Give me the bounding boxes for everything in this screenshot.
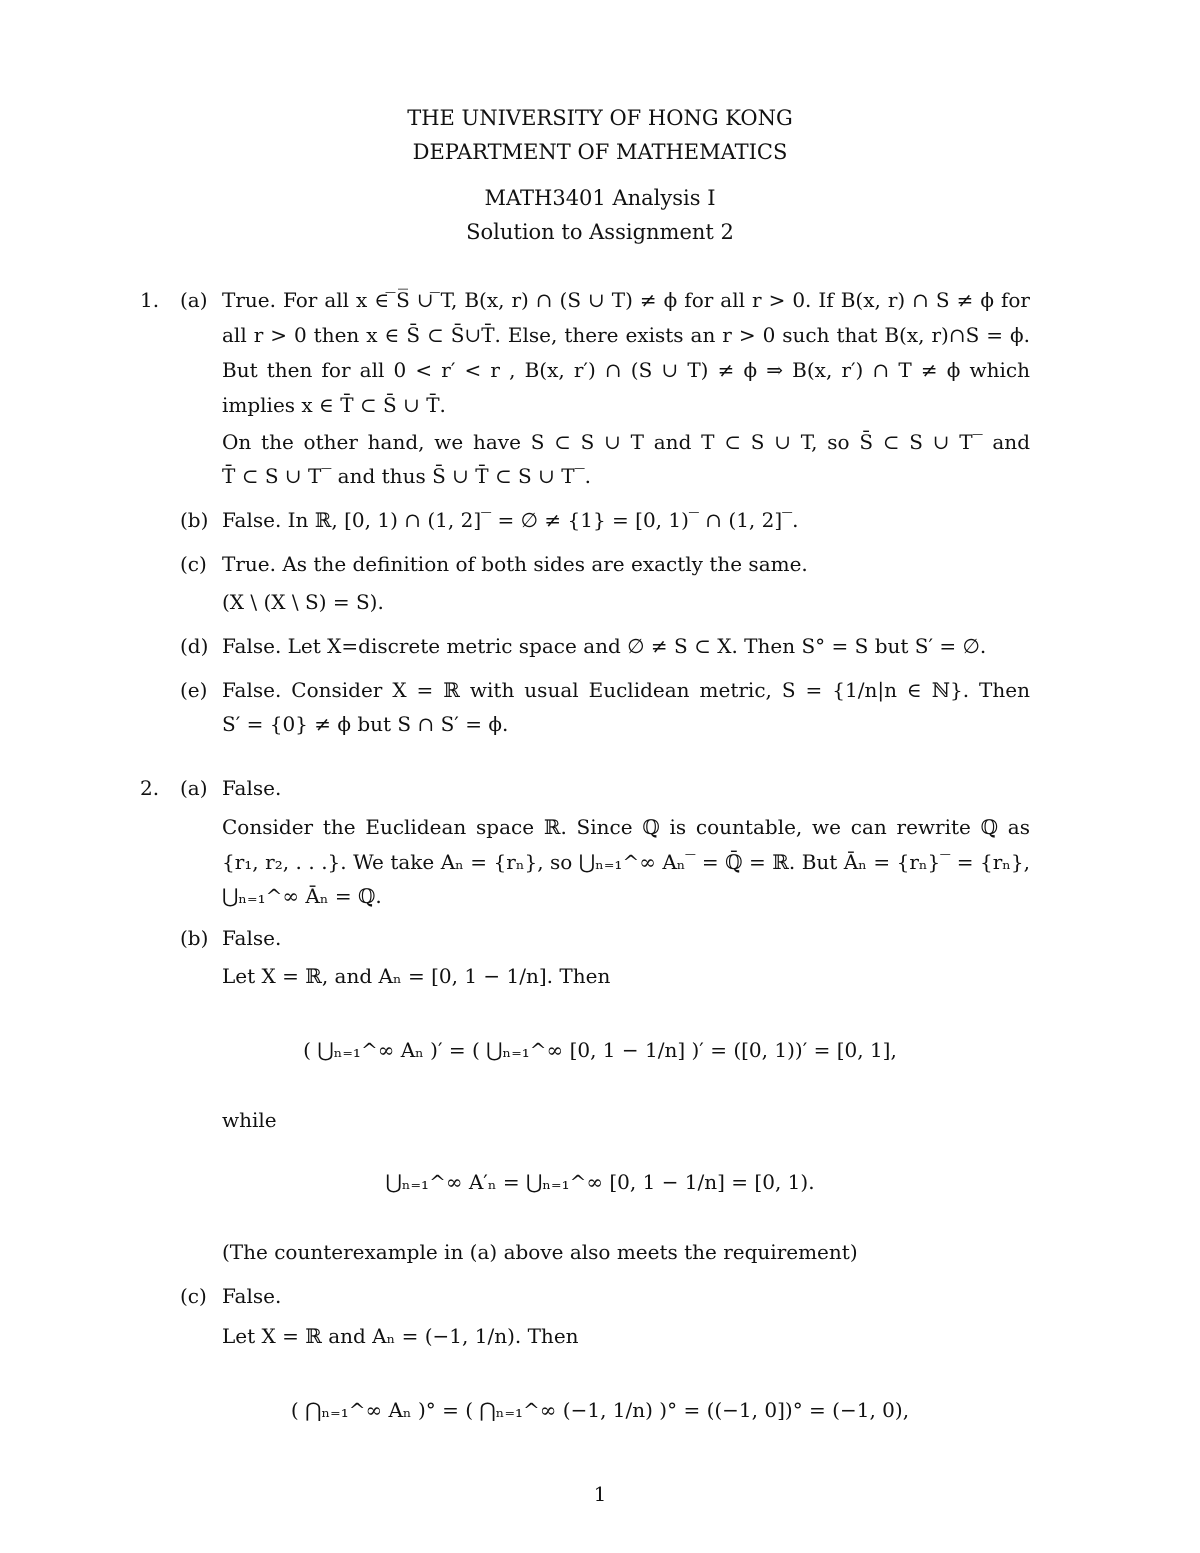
q2c-equation-1: ( ⋂ₙ₌₁^∞ Aₙ )° = ( ⋂ₙ₌₁^∞ (−1, 1/n) )° = ((−1, 0])° = (−1, 0), xyxy=(290,1398,910,1422)
q2b-note: (The counterexample in (a) above also meets the requirement) xyxy=(222,1240,858,1264)
university-heading: THE UNIVERSITY OF HONG KONG xyxy=(407,106,793,130)
q1b-line-1: False. In ℝ, [0, 1) ∩ (1, 2]‾ = ∅ ≠ {1} = [0, 1)‾ ∩ (1, 2]‾. xyxy=(222,508,799,532)
question-1-number: 1. xyxy=(140,288,160,312)
q1a-line-3: But then for all 0 < r′ < r , B(x, r′) ∩ (S ∪ T) ≠ ϕ ⇒ B(x, r′) ∩ T ≠ ϕ which xyxy=(222,358,1030,382)
assignment-title: Solution to Assignment 2 xyxy=(466,220,734,244)
q1a-label: (a) xyxy=(180,288,208,312)
q2b-while: while xyxy=(222,1108,277,1132)
q1a-line-4: implies x ∈ T̄ ⊂ S̄ ∪ T̄. xyxy=(222,393,446,417)
q2b-label: (b) xyxy=(180,926,209,950)
q2a-line-2: Consider the Euclidean space ℝ. Since ℚ is countable, we can rewrite ℚ as xyxy=(222,815,1030,839)
q2a-line-3: {r₁, r₂, . . .}. We take Aₙ = {rₙ}, so ⋃ₙ₌₁^∞ Aₙ‾ = ℚ̄ = ℝ. But Āₙ = {rₙ}‾ = {rₙ}, xyxy=(222,850,1030,874)
q2b-line-2: Let X = ℝ, and Aₙ = [0, 1 − 1/n]. Then xyxy=(222,964,611,988)
q1c-line-2: (X \ (X \ S) = S). xyxy=(222,590,384,614)
q1a-line-2: all r > 0 then x ∈ S̄ ⊂ S̄∪T̄. Else, there exists an r > 0 such that B(x, r)∩S = ϕ. xyxy=(222,323,1030,347)
q2a-line-4: ⋃ₙ₌₁^∞ Āₙ = ℚ. xyxy=(222,884,382,908)
q1a-line-6: T̄ ⊂ S ∪ T‾ and thus S̄ ∪ T̄ ⊂ S ∪ T‾. xyxy=(222,464,591,488)
q2b-line-1: False. xyxy=(222,926,282,950)
q1d-label: (d) xyxy=(180,634,209,658)
q2a-label: (a) xyxy=(180,776,208,800)
question-2-number: 2. xyxy=(140,776,160,800)
q1e-line-1: False. Consider X = ℝ with usual Euclidean metric, S = {1/n|n ∈ ℕ}. Then xyxy=(222,678,1030,702)
q2c-line-1: False. xyxy=(222,1284,282,1308)
q1e-line-2: S′ = {0} ≠ ϕ but S ∩ S′ = ϕ. xyxy=(222,712,509,736)
q2c-line-2: Let X = ℝ and Aₙ = (−1, 1/n). Then xyxy=(222,1324,579,1348)
q1a-line-1: True. For all x ∈ ̅S̅ ∪ ̅T, B(x, r) ∩ (S ∪ T) ≠ ϕ for all r > 0. If B(x, r) ∩ S ≠ ϕ for xyxy=(222,288,1030,312)
q1c-label: (c) xyxy=(180,552,207,576)
q1c-line-1: True. As the definition of both sides are exactly the same. xyxy=(222,552,808,576)
q2b-equation-2: ⋃ₙ₌₁^∞ A′ₙ = ⋃ₙ₌₁^∞ [0, 1 − 1/n] = [0, 1). xyxy=(385,1170,815,1194)
q1b-label: (b) xyxy=(180,508,209,532)
q2c-label: (c) xyxy=(180,1284,207,1308)
q2b-equation-1: ( ⋃ₙ₌₁^∞ Aₙ )′ = ( ⋃ₙ₌₁^∞ [0, 1 − 1/n] )′ = ([0, 1))′ = [0, 1], xyxy=(303,1038,897,1062)
page-number: 1 xyxy=(593,1482,607,1506)
q1d-line-1: False. Let X=discrete metric space and ∅ ≠ S ⊂ X. Then S° = S but S′ = ∅. xyxy=(222,634,987,658)
department-heading: DEPARTMENT OF MATHEMATICS xyxy=(412,140,788,164)
q2a-line-1: False. xyxy=(222,776,282,800)
course-title: MATH3401 Analysis I xyxy=(484,186,716,210)
q1e-label: (e) xyxy=(180,678,208,702)
q1a-line-5: On the other hand, we have S ⊂ S ∪ T and T ⊂ S ∪ T, so S̄ ⊂ S ∪ T‾ and xyxy=(222,430,1030,454)
